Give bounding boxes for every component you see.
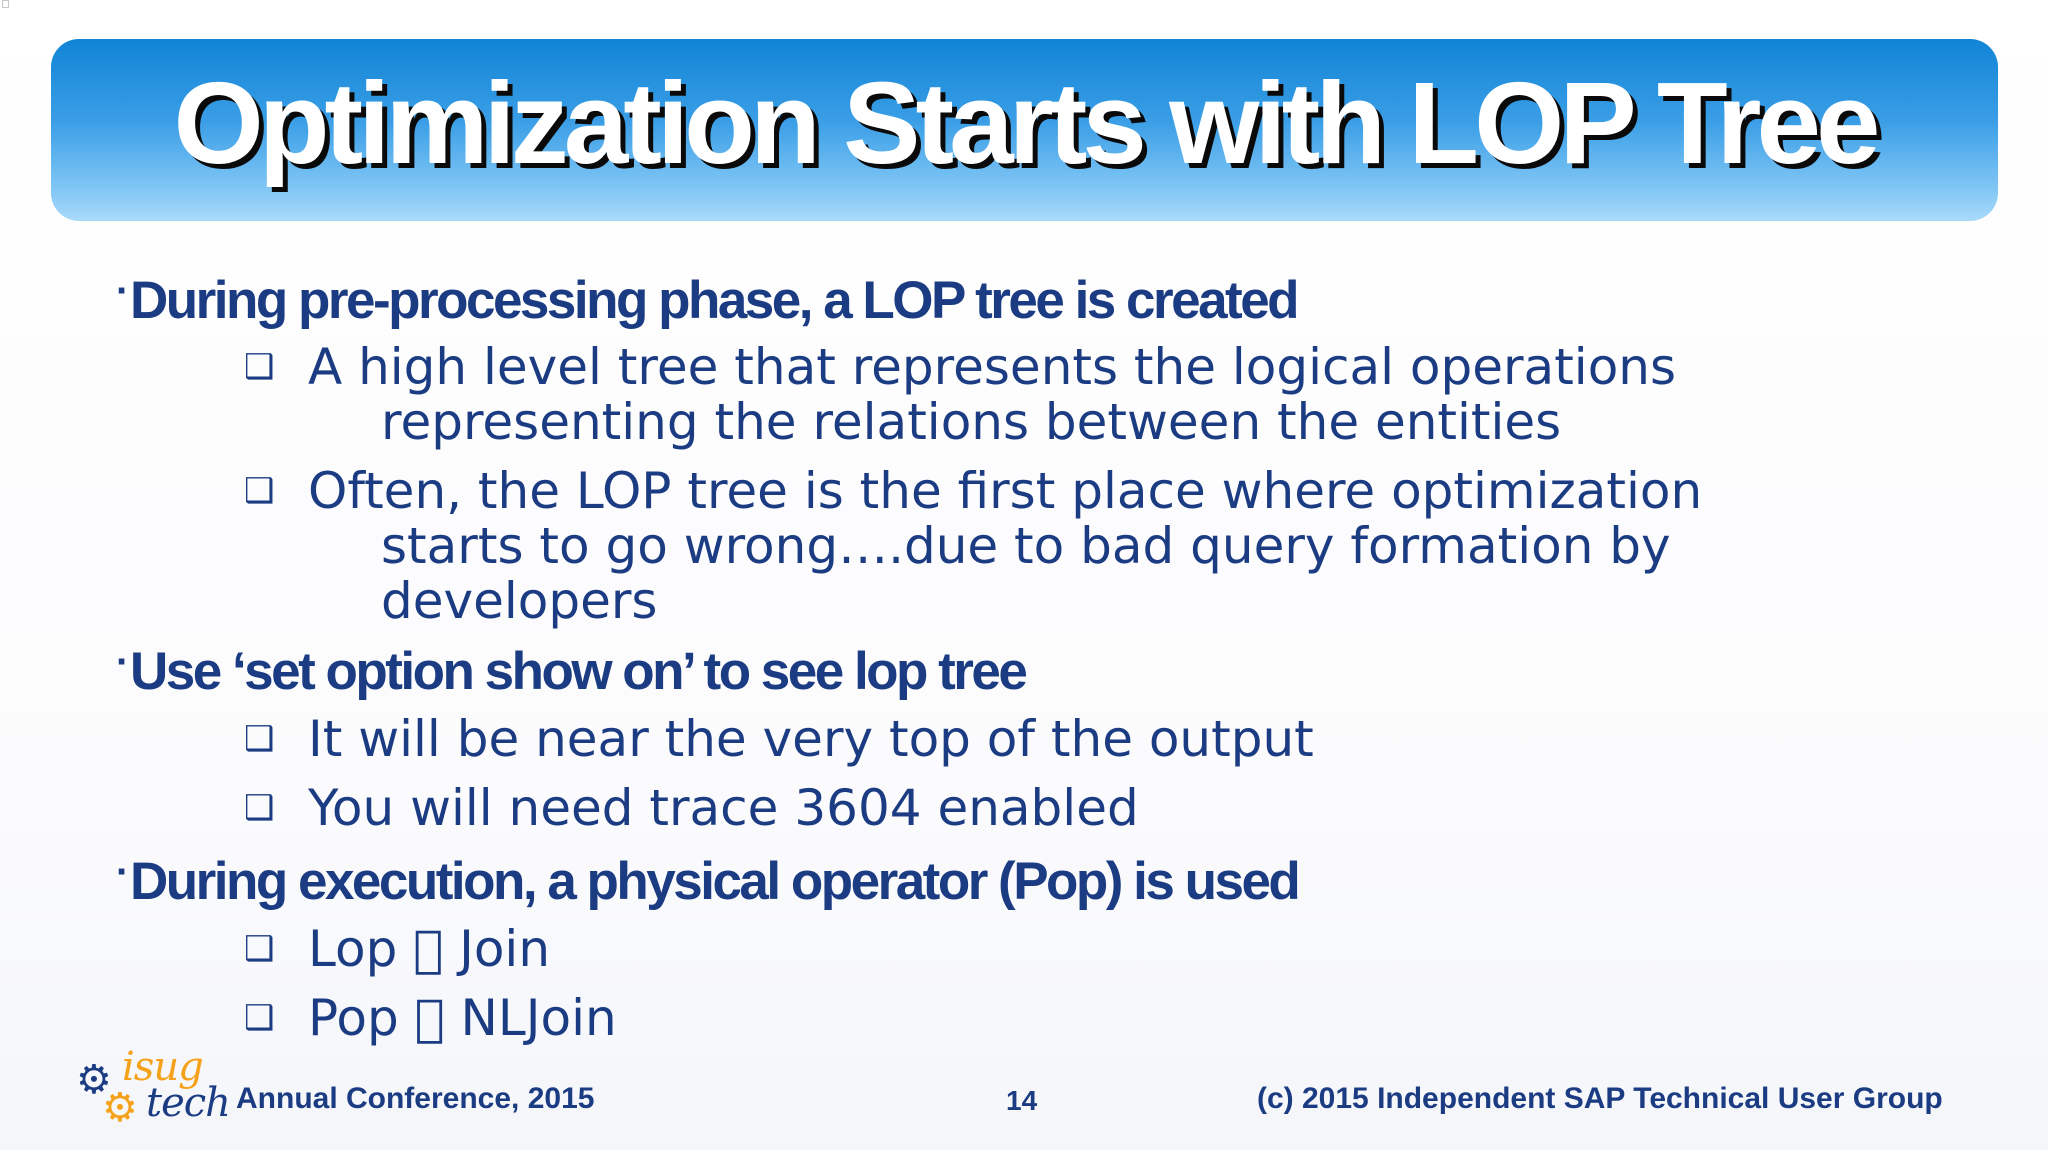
bullet-1-sub-1: [244, 340, 1676, 450]
bullet-3-sub-2: [244, 991, 617, 1046]
gear-icon: ⚙: [76, 1057, 112, 1103]
bullet-1-sub-2: [244, 464, 1702, 629]
bullet-1-text: During pre-processing phase, a LOP tree is created: [130, 271, 1298, 330]
bullet-1-sub-2-line3: developers: [381, 572, 658, 630]
bullet-2: [116, 640, 1026, 701]
bullet-2-sub-2-line1: You will need trace 3604 enabled: [308, 779, 1139, 837]
gear-icon: ⚙: [102, 1085, 138, 1131]
bullet-1-sub-2-line2: starts to go wrong….due to bad query formation by: [381, 517, 1671, 575]
bullet-1-sub-1-line1: A high level tree that represents the logical operations: [308, 338, 1677, 396]
bullet-3-sub-2-line1: Pop   NLJoin: [308, 989, 617, 1047]
checkbox-bullet-icon: ❑: [244, 788, 275, 828]
bullet-3-text: During execution, a physical operator (Pop) is used: [130, 852, 1299, 911]
bullet-2-sub-1-line1: It will be near the very top of the output: [308, 710, 1314, 768]
footer-conference: Annual Conference, 2015: [236, 1082, 595, 1115]
bullet-3-sub-1: [244, 922, 550, 977]
page-number: 14: [1006, 1085, 1038, 1116]
logo-isug-text: isug: [122, 1044, 203, 1090]
bullet-dot: ·: [116, 640, 127, 684]
bullet-1: [116, 269, 1298, 330]
bullet-2-sub-2: [244, 781, 1139, 836]
footer-copyright: (c) 2015 Independent SAP Technical User Group: [1257, 1082, 1943, 1115]
bullet-3-sub-1-line1: Lop   Join: [308, 920, 551, 978]
slide-title: Optimization Starts with LOP Tree: [173, 58, 1876, 188]
logo-tech-text: tech: [146, 1080, 230, 1126]
checkbox-bullet-icon: ❑: [244, 471, 275, 511]
bullet-dot: ·: [116, 269, 127, 313]
bullet-2-sub-1: [244, 712, 1314, 767]
checkbox-bullet-icon: ❑: [244, 347, 275, 387]
checkbox-bullet-icon: ❑: [244, 998, 275, 1038]
checkbox-bullet-icon: ❑: [244, 929, 275, 969]
bullet-dot: ·: [116, 850, 127, 894]
bullet-1-sub-1-line2: representing the relations between the entities: [381, 393, 1562, 451]
checkbox-bullet-icon: ❑: [244, 719, 275, 759]
bullet-3: [116, 850, 1299, 911]
bullet-1-sub-2-line1: Often, the LOP tree is the first place where optimization: [308, 462, 1703, 520]
bullet-2-text: Use ‘set option show on’ to see lop tree: [130, 642, 1026, 701]
